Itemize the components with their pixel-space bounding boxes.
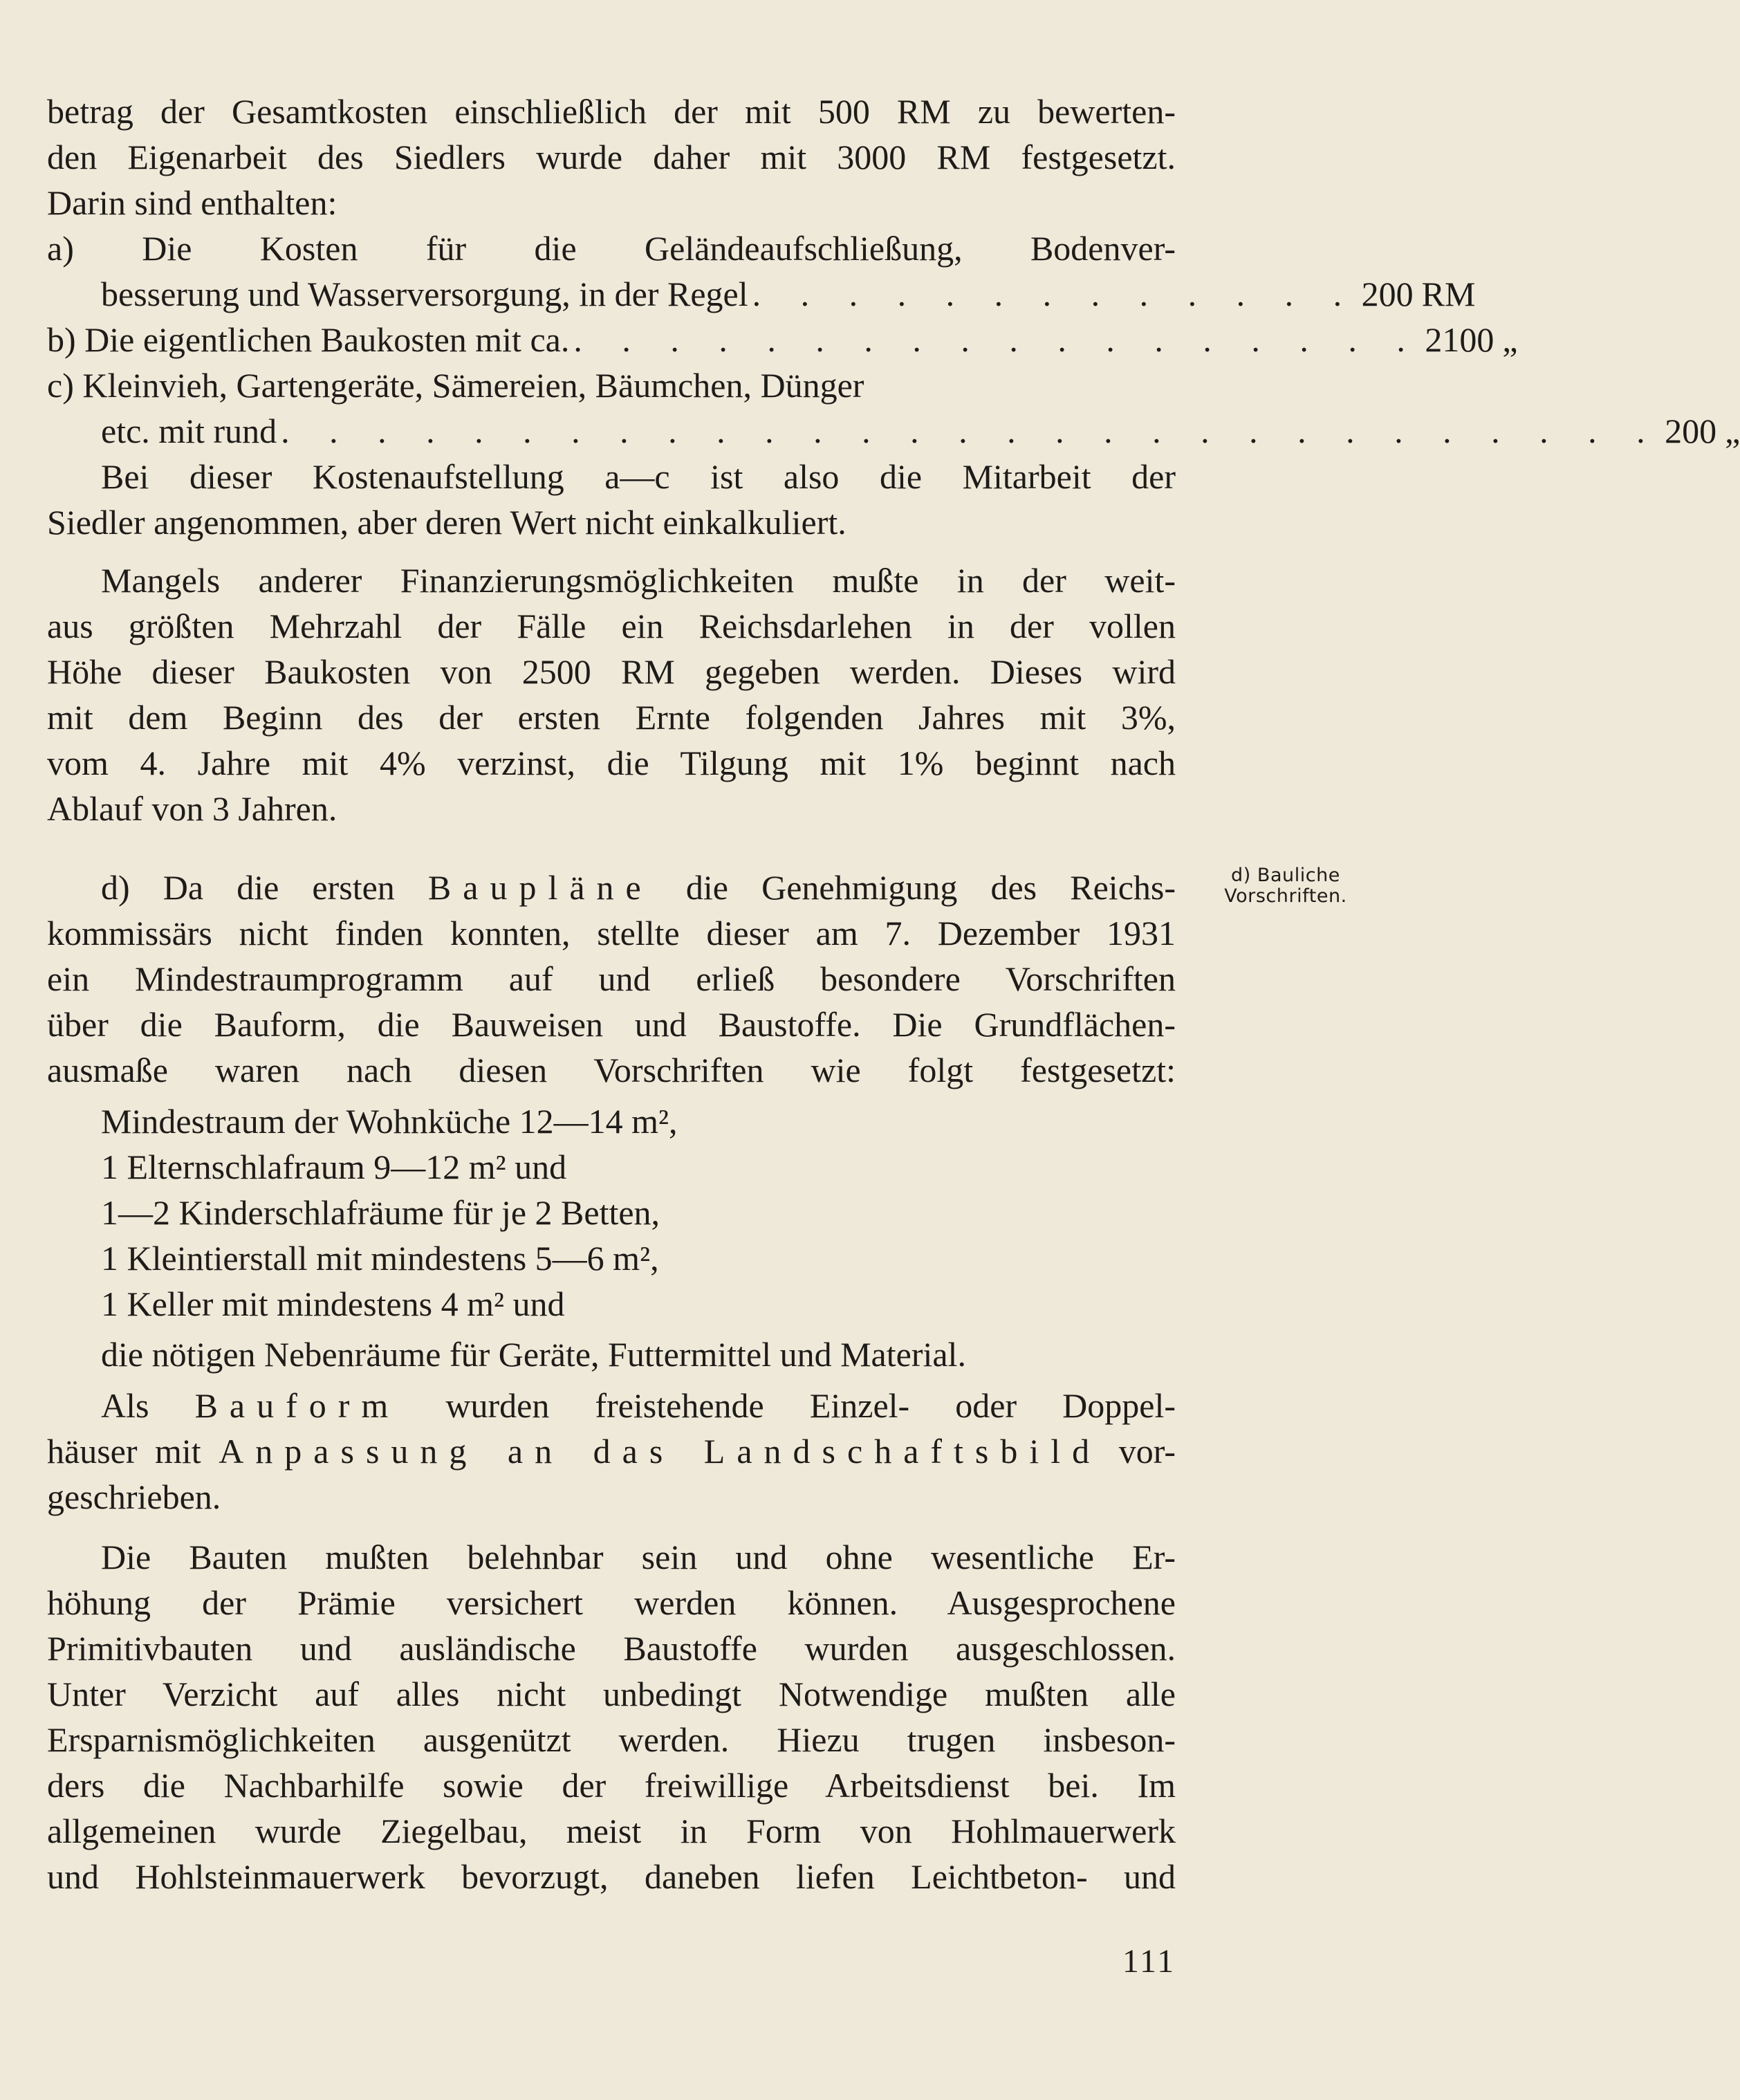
text-segment: vor- [1118, 1432, 1176, 1471]
cost-item-label: b) Die eigentlichen Baukosten mit ca. [47, 320, 570, 359]
cost-item-unit: RM [1421, 275, 1476, 313]
cost-item-label: besserung und Wasserversorgung, in der Regel [101, 275, 748, 313]
text-line: allgemeinen wurde Ziegelbau, meist in Form von Hohlmauerwerk [47, 1812, 1176, 1850]
margin-note-line: Vorschriften. [1224, 885, 1347, 907]
margin-note-line: d) Bauliche [1231, 865, 1340, 886]
text-line: ausmaße waren nach diesen Vorschriften wie folgt festgesetzt: [47, 1051, 1176, 1089]
cost-item-unit: „ [1725, 412, 1740, 450]
text-line [47, 1428, 1176, 1474]
leader-dots: . . . . . . . . . . . . . . . . . . [573, 320, 1421, 359]
leader-dots: . . . . . . . . . . . . . [752, 275, 1358, 313]
text-line: betrag der Gesamtkosten einschließlich der mit 500 RM zu bewerten- [47, 92, 1176, 131]
spaced-emphasis: Anpassung an das Landschaftsbild [219, 1432, 1102, 1471]
text-line: den Eigenarbeit des Siedlers wurde daher mit 3000 RM festgesetzt. [47, 138, 1176, 176]
text-line: mit dem Beginn des der ersten Ernte folgenden Jahres mit 3%, [47, 698, 1176, 737]
text-line: aus größten Mehrzahl der Fälle ein Reichsdarlehen in der vollen [47, 607, 1176, 645]
text-line: Primitivbauten und ausländische Baustoffe wurden ausgeschlossen. [47, 1629, 1176, 1668]
text-segment: d) Da die ersten [101, 868, 395, 907]
cost-item-unit: „ [1502, 320, 1518, 359]
text-segment: die Genehmigung des Reichs- [685, 868, 1176, 907]
text-line: Unter Verzicht auf alles nicht unbedingt Notwendige mußten alle [47, 1675, 1176, 1713]
text-segment: häuser mit [47, 1432, 201, 1471]
room-list-item: 1—2 Kinderschlafräume für je 2 Betten, [101, 1193, 660, 1232]
text-line: a) Die Kosten für die Geländeaufschließung, Bodenver- [47, 229, 1176, 268]
text-line: Höhe dieser Baukosten von 2500 RM gegeben werden. Dieses wird [47, 652, 1176, 691]
text-line [101, 1383, 1176, 1428]
text-segment: wurden freistehende Einzel- oder Doppel- [445, 1386, 1176, 1425]
room-list-item: Mindestraum der Wohnküche 12—14 m², [101, 1102, 678, 1141]
room-list-item: 1 Kleintierstall mit mindestens 5—6 m², [101, 1239, 659, 1278]
cost-item-value: 200 [1361, 275, 1414, 313]
cost-item-value: 2100 [1425, 320, 1494, 359]
text-line: über die Bauform, die Bauweisen und Baustoffe. Die Grundflächen- [47, 1005, 1176, 1044]
text-line: Ersparnismöglichkeiten ausgenützt werden. Hiezu trugen insbeson- [47, 1720, 1176, 1759]
text-line: vom 4. Jahre mit 4% verzinst, die Tilgung mit 1% beginnt nach [47, 744, 1176, 782]
cost-item-label: etc. mit rund [101, 412, 277, 450]
room-list-item: die nötigen Nebenräume für Geräte, Futtermittel und Material. [101, 1335, 966, 1374]
spaced-emphasis: Baupläne [427, 868, 653, 907]
page-number: 111 [1122, 1943, 1176, 1980]
spaced-emphasis: Bauform [194, 1386, 400, 1425]
room-list-item: 1 Elternschlafraum 9—12 m² und [101, 1148, 567, 1186]
text-line: kommissärs nicht finden konnten, stellte dieser am 7. Dezember 1931 [47, 914, 1176, 952]
text-line: Mangels anderer Finanzierungsmöglichkeiten mußte in der weit- [101, 561, 1176, 600]
text-line: Die Bauten mußten belehnbar sein und ohne wesentliche Er- [101, 1538, 1176, 1576]
text-line [101, 865, 1176, 910]
text-line: Darin sind enthalten: [47, 183, 337, 222]
text-line: geschrieben. [47, 1477, 221, 1516]
text-line: ders die Nachbarhilfe sowie der freiwillige Arbeitsdienst bei. Im [47, 1766, 1176, 1805]
text-line: c) Kleinvieh, Gartengeräte, Sämereien, Bäumchen, Dünger [47, 366, 864, 405]
cost-item-a [101, 271, 1476, 317]
text-line: ein Mindestraumprogramm auf und erließ besondere Vorschriften [47, 959, 1176, 998]
text-line: Bei dieser Kostenaufstellung a—c ist also die Mitarbeit der [101, 457, 1176, 496]
margin-note [1206, 865, 1365, 907]
text-segment: Als [101, 1386, 149, 1425]
cost-item-b [47, 317, 1518, 362]
text-line: Ablauf von 3 Jahren. [47, 789, 337, 828]
cost-item-value: 200 [1665, 412, 1717, 450]
cost-item-c [101, 408, 1740, 454]
room-list-item: 1 Keller mit mindestens 4 m² und [101, 1284, 565, 1323]
leader-dots: . . . . . . . . . . . . . . . . . . . . . . . . . . . . . [281, 412, 1661, 450]
text-line: Siedler angenommen, aber deren Wert nicht einkalkuliert. [47, 503, 846, 542]
text-line: höhung der Prämie versichert werden können. Ausgesprochene [47, 1583, 1176, 1622]
text-line: und Hohlsteinmauerwerk bevorzugt, daneben liefen Leichtbeton- und [47, 1857, 1176, 1896]
